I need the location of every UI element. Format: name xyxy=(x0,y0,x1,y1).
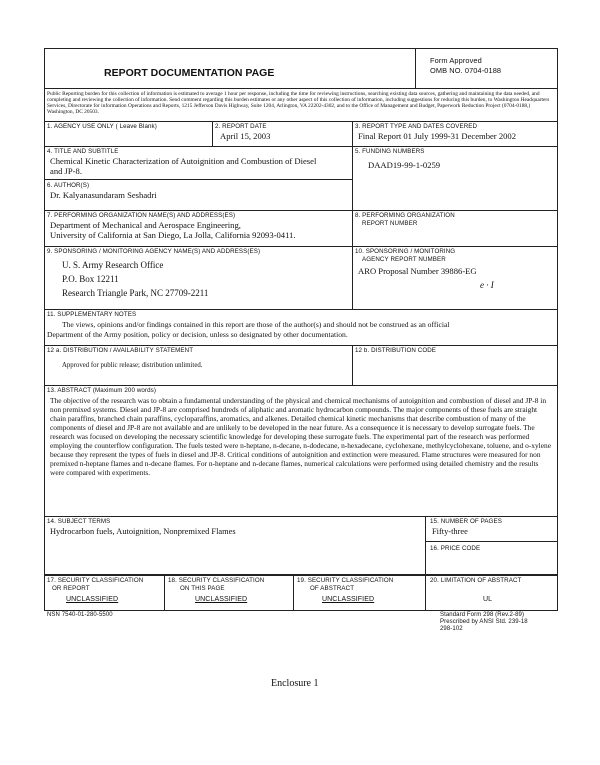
field-20-label: 20. LIMITATION OF ABSTRACT xyxy=(430,577,522,584)
field-11-label: 11. SUPPLEMENTARY NOTES xyxy=(47,311,137,318)
field-13-label: 13. ABSTRACT (Maximum 200 words) xyxy=(47,387,156,394)
page-classification: UNCLASSIFIED xyxy=(195,596,248,603)
supplementary-notes-line-1: The views, opinions and/or findings contained in this report are those of the author(s) and should not be construed as an official xyxy=(62,320,450,329)
rule xyxy=(352,121,353,146)
report-type: Final Report 01 July 1999-31 December 2002 xyxy=(358,131,517,141)
title-line-1: Chemical Kinetic Characterization of Autoignition and Combustion of Diesel xyxy=(50,156,317,166)
standard-form-line-3: 298-102 xyxy=(440,626,463,632)
enclosure-caption: Enclosure 1 xyxy=(271,678,319,689)
rule xyxy=(44,146,558,147)
funding-number: DAAD19-99-1-0259 xyxy=(368,160,441,170)
field-6-label: 6. AUTHOR(S) xyxy=(47,182,90,189)
title-line-2: and JP-8. xyxy=(50,166,82,176)
field-18-label-line-1: 18. SECURITY CLASSIFICATION xyxy=(168,577,265,584)
sponsor-line-3: Research Triangle Park, NC 27709-2211 xyxy=(62,288,209,298)
burden-notice: Public Reporting burden for this collection of information is estimated to average 1 hour per response, including the time for reviewing instructions, searching existing data sources, gathering and maintaining the data needed, and completing and reviewing the collection of information. Send comment regarding this burden estimates or any other aspect of this collection of information, including suggestions for reducing this burden, to Washington Headquarters Services, Directorate for information Operations and Reports, 1215 Jefferson Davis Highway, Suite 1204, Arlington, VA 22202-4302, and to the Office of Management and Budget, Paperwork Reduction Project (0704-0188,) Washington, DC 20503. xyxy=(47,91,550,116)
number-of-pages: Fifty-three xyxy=(432,527,468,536)
omb-number: OMB NO. 0704-0188 xyxy=(430,66,502,75)
sponsor-line-1: U. S. Army Research Office xyxy=(62,260,164,270)
rule xyxy=(44,246,558,247)
field-9-label: 9. SPONSORING / MONITORING AGENCY NAME(S) AND ADDRESS(ES) xyxy=(47,248,261,255)
abstract-classification: UNCLASSIFIED xyxy=(322,596,375,603)
field-2-label: 2. REPORT DATE xyxy=(215,123,267,130)
agency-report-number: ARO Proposal Number 39886-EG xyxy=(358,266,477,276)
field-4-label: 4. TITLE AND SUBTITLE xyxy=(47,148,119,155)
field-16-label: 16. PRICE CODE xyxy=(430,545,481,552)
field-1-label: 1. AGENCY USE ONLY ( Leave Blank) xyxy=(47,123,157,130)
report-date: April 15, 2003 xyxy=(220,131,271,141)
subject-terms: Hydrocarbon fuels, Autoignition, Nonpremixed Flames xyxy=(50,527,236,536)
rule xyxy=(352,345,353,385)
form-approved: Form Approved xyxy=(430,56,482,65)
distribution-statement: Approved for public release; distribution unlimited. xyxy=(62,362,203,369)
rule xyxy=(164,575,165,611)
field-19-label-line-1: 19. SECURITY CLASSIFICATION xyxy=(297,577,394,584)
report-classification: UNCLASSIFIED xyxy=(66,596,119,603)
rule xyxy=(44,121,558,122)
field-7-label: 7. PERFORMING ORGANIZATION NAME(S) AND ADDRESS(ES) xyxy=(47,212,236,219)
nsn-number: NSN 7540-01-280-5500 xyxy=(47,612,113,618)
field-12a-label: 12 a. DISTRIBUTION / AVAILABILITY STATEMENT xyxy=(47,347,194,354)
rule xyxy=(44,88,558,89)
limitation-of-abstract: UL xyxy=(483,596,493,603)
rule xyxy=(44,345,558,346)
abstract-text: The objective of the research was to obtain a fundamental understanding of the physical and chemical mechanisms of autoignition and combustion of diesel and JP-8 in non premixed systems. Diesel and JP-8 are comprised hundreds of aliphatic and aromatic hydrocarbon compounds. The major components of these fuels are straight chain paraffins, branched chain paraffins, cycloparaffins, aromatics, and alkenes. Detailed chemical kinetic mechanisms that describe combustion of many of the components of diesel and JP-8 are not available and are unlikely to be developed in the near future. As a consequence it is necessary to develop surrogate fuels. The research was focused on developing the necessary scientific knowledge for developing these surrogate fuels. The experimental part of the research was performed employing the counterflow configuration. The fuels tested were n-heptane, n-decane, n-dodecane, n-hexadecane, cyclohexane, methylcyclohexane, toluene, and o-xylene because they represent the types of fuels in diesel and JP-8. Critical conditions of autoignition and extinction were measured. Flame structures were measured for non premixed n-heptane flames and n-decane flames. For n-heptane and n-decane flames, numerical calculations were performed using detailed chemistry and the results were compared with experiments. xyxy=(50,396,551,478)
field-10-label-line-1: 10. SPONSORING / MONITORING xyxy=(355,248,456,255)
standard-form-line-2: Prescribed by ANSI Std. 239-18 xyxy=(440,619,528,625)
rule xyxy=(44,309,558,310)
author: Dr. Kalyanasundaram Seshadri xyxy=(50,190,157,200)
field-17-label-line-1: 17. SECURITY CLASSIFICATION xyxy=(47,577,144,584)
rule xyxy=(425,575,426,611)
performing-org-line-1: Department of Mechanical and Aerospace Engineering, xyxy=(50,220,241,230)
page-title: REPORT DOCUMENTATION PAGE xyxy=(104,67,275,79)
field-3-label: 3. REPORT TYPE AND DATES COVERED xyxy=(355,123,478,130)
rule xyxy=(212,121,213,146)
field-19-label-line-2: OF ABSTRACT xyxy=(310,585,355,592)
field-8-label-line-1: 8. PERFORMING ORGANIZATION xyxy=(355,212,455,219)
standard-form-line-1: Standard Form 298 (Rev.2-89) xyxy=(440,612,525,618)
field-10-label-line-2: AGENCY REPORT NUMBER xyxy=(362,256,446,263)
rule xyxy=(425,516,426,575)
field-8-label-line-2: REPORT NUMBER xyxy=(362,220,418,227)
sponsor-line-2: P.O. Box 12211 xyxy=(62,274,119,284)
field-5-label: 5. FUNDING NUMBERS xyxy=(355,148,425,155)
rule xyxy=(352,246,353,309)
rule xyxy=(44,210,558,211)
rule xyxy=(293,575,294,611)
header-divider xyxy=(415,48,416,88)
field-17-label-line-2: OR REPORT xyxy=(52,585,90,592)
rule xyxy=(44,516,558,517)
field-18-label-line-2: ON THIS PAGE xyxy=(180,585,225,592)
rule xyxy=(44,385,558,386)
rule xyxy=(425,541,558,542)
field-12b-label: 12 b. DISTRIBUTION CODE xyxy=(355,347,437,354)
rule xyxy=(44,179,352,180)
supplementary-notes-line-2: Department of the Army position, policy or decision, unless so designated by other documentation. xyxy=(47,330,348,339)
field-15-label: 15. NUMBER OF PAGES xyxy=(430,518,502,525)
field-14-label: 14. SUBJECT TERMS xyxy=(47,518,111,525)
performing-org-line-2: University of California at San Diego, La Jolla, California 92093-0411. xyxy=(50,230,296,240)
handwritten-mark: e · I xyxy=(480,280,494,290)
